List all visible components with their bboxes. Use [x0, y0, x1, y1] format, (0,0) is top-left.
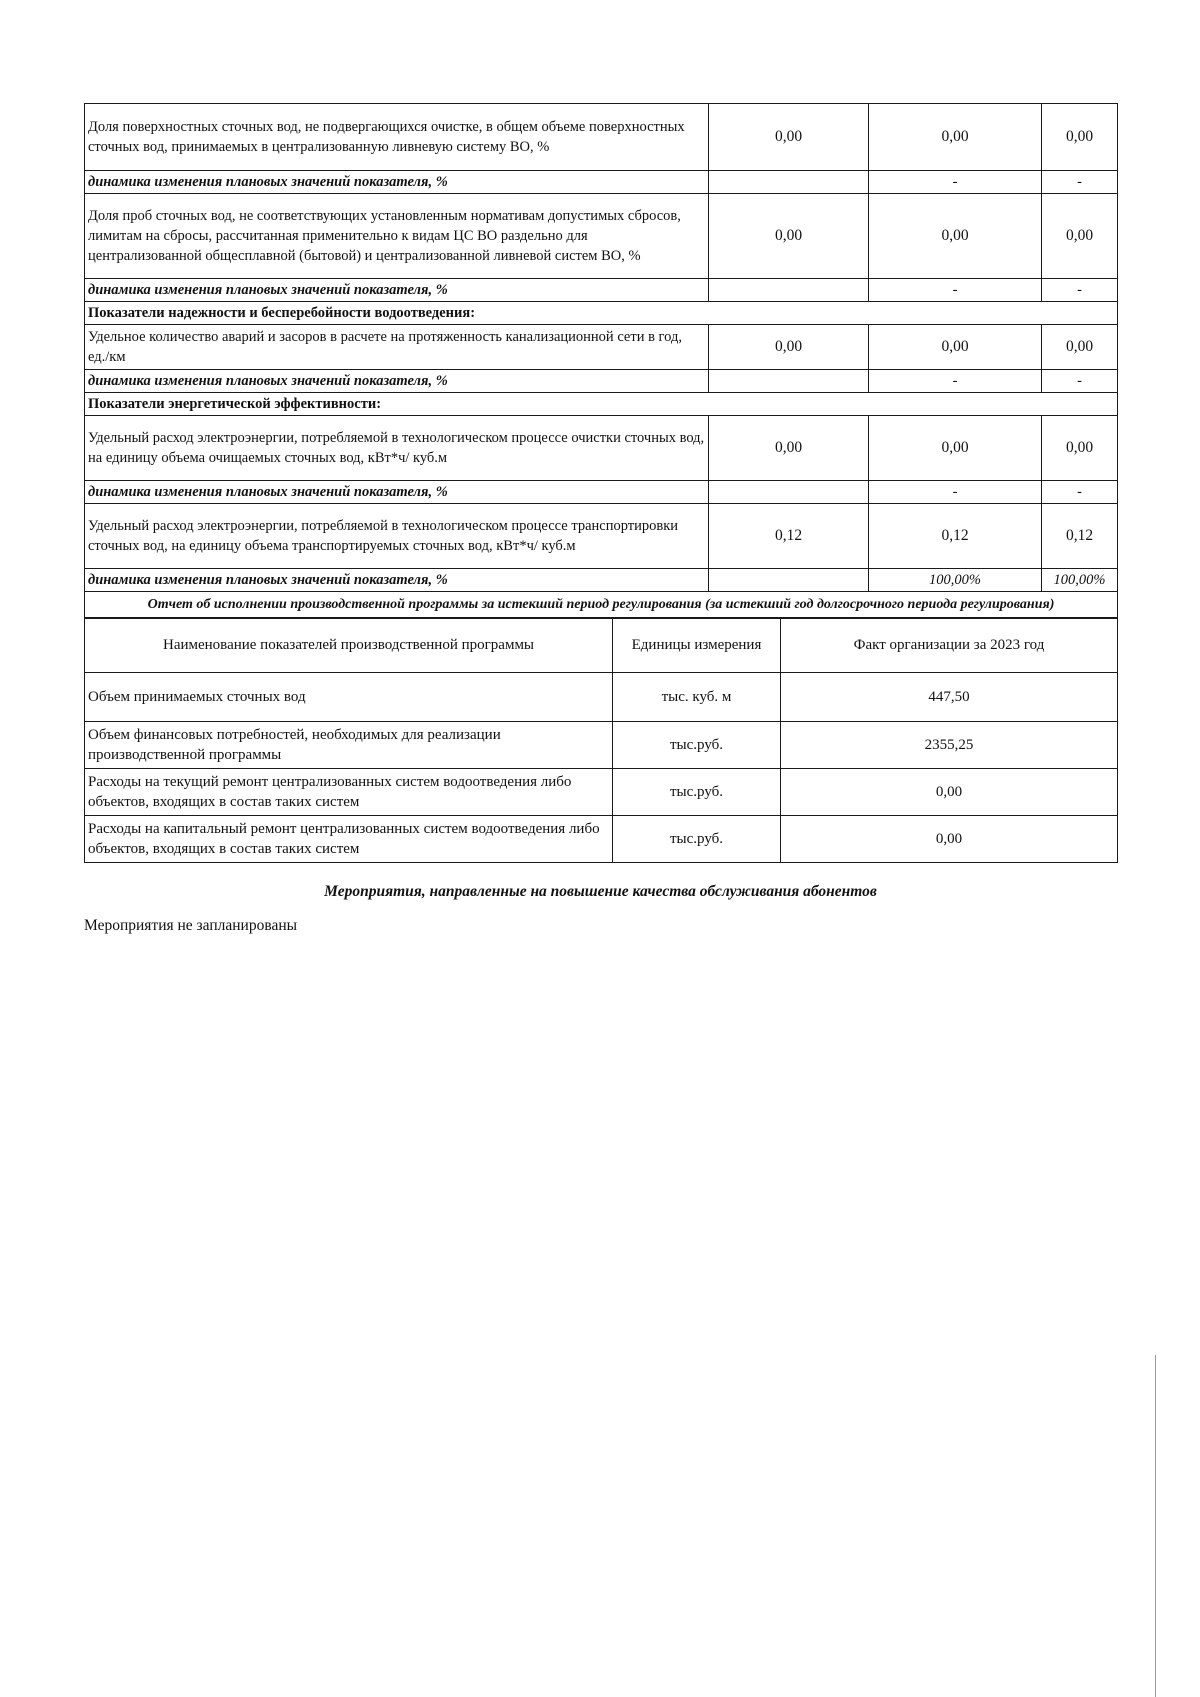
- measures-text: Мероприятия не запланированы: [84, 917, 298, 935]
- dynamics-value: [709, 370, 869, 393]
- table-row: [85, 816, 1118, 863]
- table-row: [85, 722, 1118, 769]
- indicator-value: 0,00: [869, 416, 1042, 481]
- dynamics-value: [709, 569, 869, 592]
- table-row: [85, 325, 1118, 370]
- production-program-table: [84, 617, 1118, 863]
- program-indicator-name: Объем принимаемых сточных вод: [85, 673, 613, 722]
- dynamics-value: -: [1042, 370, 1118, 393]
- table-row: [85, 279, 1118, 302]
- indicator-value: 0,12: [709, 504, 869, 569]
- dynamics-value: -: [1042, 171, 1118, 194]
- indicator-value: 0,00: [1042, 194, 1118, 279]
- table-row: [85, 171, 1118, 194]
- table-row: [85, 416, 1118, 481]
- table-row: [85, 370, 1118, 393]
- dynamics-value: [709, 481, 869, 504]
- program-indicator-unit: тыс.руб.: [613, 769, 781, 816]
- caption-row: [85, 592, 1118, 619]
- table-row: [85, 673, 1118, 722]
- document-page: [84, 103, 1117, 935]
- indicator-value: 0,00: [709, 325, 869, 370]
- column-header-name: Наименование показателей производственной программы: [85, 618, 613, 673]
- section-row: [85, 393, 1118, 416]
- program-indicator-name: Расходы на текущий ремонт централизованных систем водоотведения либо объектов, входящих в состав таких систем: [85, 769, 613, 816]
- program-indicator-fact: 447,50: [781, 673, 1118, 722]
- table-row: [85, 769, 1118, 816]
- program-indicator-fact: 0,00: [781, 769, 1118, 816]
- dynamics-value: 100,00%: [1042, 569, 1118, 592]
- scan-edge-line: [1155, 1355, 1156, 1697]
- program-indicator-unit: тыс.руб.: [613, 722, 781, 769]
- program-indicator-fact: 0,00: [781, 816, 1118, 863]
- dynamics-value: -: [1042, 481, 1118, 504]
- table-row: [85, 194, 1118, 279]
- dynamics-value: -: [1042, 279, 1118, 302]
- indicator-label: Доля поверхностных сточных вод, не подвергающихся очистке, в общем объеме поверхностных сточных вод, принимаемых в централизованную ливневую систему ВО, %: [85, 104, 709, 171]
- table-row: [85, 104, 1118, 171]
- program-indicator-name: Объем финансовых потребностей, необходимых для реализации производственной программы: [85, 722, 613, 769]
- dynamics-value: -: [869, 279, 1042, 302]
- indicator-label: Доля проб сточных вод, не соответствующих установленным нормативам допустимых сбросов, лимитам на сбросы, рассчитанная применительно к видам ЦС ВО раздельно для централизованной общесплавной (бытовой) и централизованной ливневой систем ВО, %: [85, 194, 709, 279]
- program-indicator-unit: тыс.руб.: [613, 816, 781, 863]
- indicator-label: Удельный расход электроэнергии, потребляемой в технологическом процессе транспортировки сточных вод, на единицу объема транспортируемых сточных вод, кВт*ч/ куб.м: [85, 504, 709, 569]
- program-indicator-fact: 2355,25: [781, 722, 1118, 769]
- table-row: [85, 481, 1118, 504]
- column-header-unit: Единицы измерения: [613, 618, 781, 673]
- section-title: Показатели надежности и бесперебойности водоотведения:: [85, 302, 1118, 325]
- indicator-label: Удельное количество аварий и засоров в расчете на протяженность канализационной сети в год, ед./км: [85, 325, 709, 370]
- report-caption: Отчет об исполнении производственной программы за истекший период регулирования (за истекший год долгосрочного периода регулирования): [85, 592, 1118, 619]
- dynamics-label: динамика изменения плановых значений показателя, %: [85, 370, 709, 393]
- dynamics-label: динамика изменения плановых значений показателя, %: [85, 171, 709, 194]
- indicator-value: 0,00: [869, 104, 1042, 171]
- section-title: Показатели энергетической эффективности:: [85, 393, 1118, 416]
- program-indicator-name: Расходы на капитальный ремонт централизованных систем водоотведения либо объектов, входящих в состав таких систем: [85, 816, 613, 863]
- dynamics-label: динамика изменения плановых значений показателя, %: [85, 279, 709, 302]
- table-header-row: [85, 618, 1118, 673]
- section-row: [85, 302, 1118, 325]
- dynamics-label: динамика изменения плановых значений показателя, %: [85, 569, 709, 592]
- indicators-table: [84, 103, 1118, 619]
- dynamics-label: динамика изменения плановых значений показателя, %: [85, 481, 709, 504]
- indicator-label: Удельный расход электроэнергии, потребляемой в технологическом процессе очистки сточных вод, на единицу объема очищаемых сточных вод, кВт*ч/ куб.м: [85, 416, 709, 481]
- indicator-value: 0,00: [869, 325, 1042, 370]
- table-row: [85, 569, 1118, 592]
- indicator-value: 0,00: [1042, 104, 1118, 171]
- indicator-value: 0,00: [869, 194, 1042, 279]
- indicator-value: 0,00: [1042, 416, 1118, 481]
- indicator-value: 0,12: [1042, 504, 1118, 569]
- dynamics-value: [709, 279, 869, 302]
- indicator-value: 0,00: [1042, 325, 1118, 370]
- dynamics-value: -: [869, 370, 1042, 393]
- column-header-fact: Факт организации за 2023 год: [781, 618, 1118, 673]
- dynamics-value: -: [869, 171, 1042, 194]
- indicator-value: 0,00: [709, 104, 869, 171]
- indicator-value: 0,12: [869, 504, 1042, 569]
- dynamics-value: [709, 171, 869, 194]
- dynamics-value: -: [869, 481, 1042, 504]
- indicator-value: 0,00: [709, 194, 869, 279]
- indicator-value: 0,00: [709, 416, 869, 481]
- table-row: [85, 504, 1118, 569]
- dynamics-value: 100,00%: [869, 569, 1042, 592]
- program-indicator-unit: тыс. куб. м: [613, 673, 781, 722]
- measures-heading: Мероприятия, направленные на повышение качества обслуживания абонентов: [324, 883, 877, 901]
